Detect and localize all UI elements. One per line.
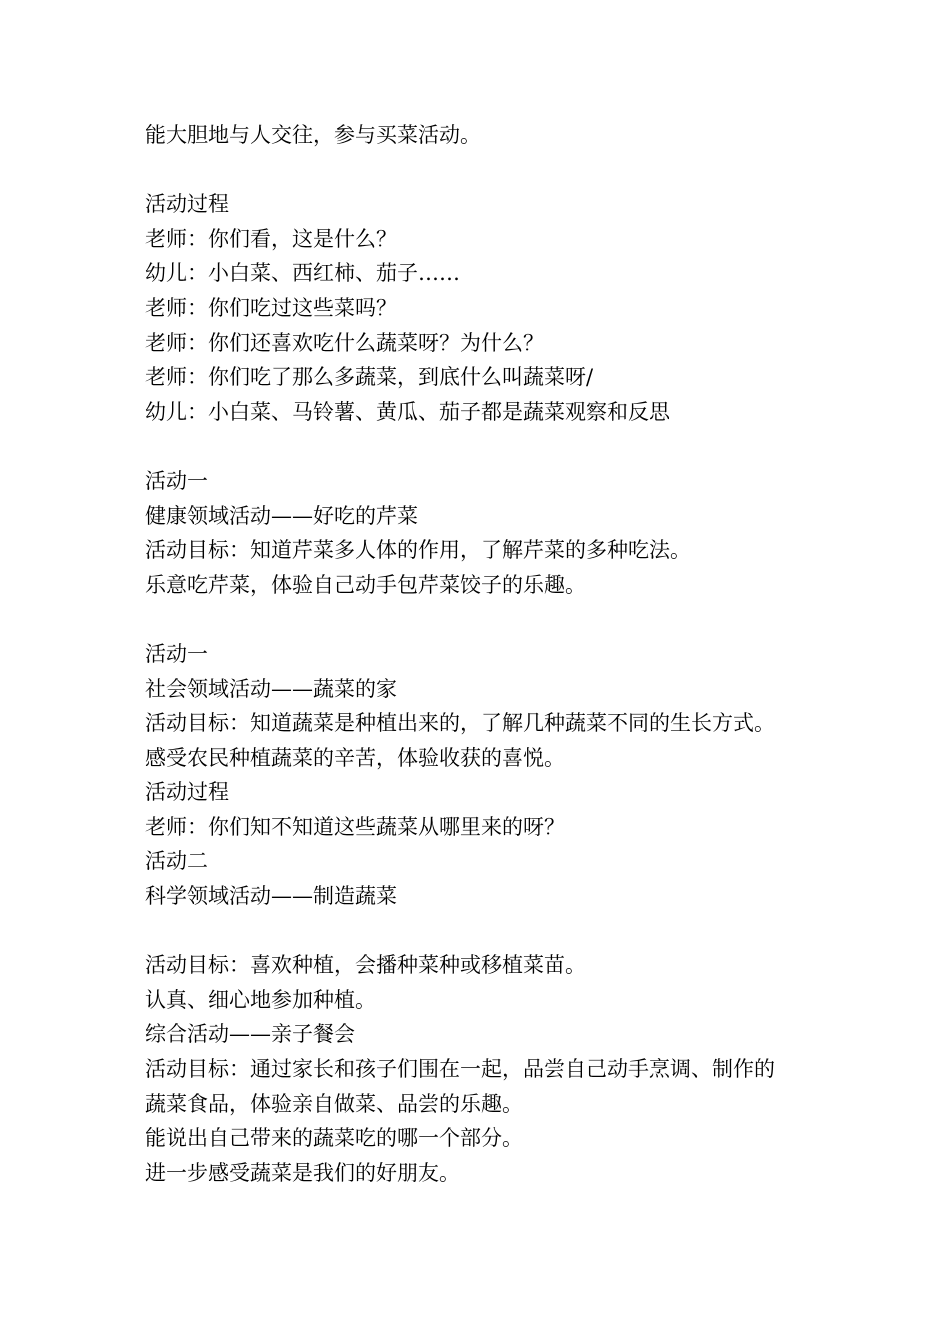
dialogue-line: 老师：你们看，这是什么？ [145,226,397,251]
text-line: 能大胆地与人交往，参与买菜活动。 [145,123,481,147]
blank-line [145,153,845,188]
activity-title: 健康领域活动——好吃的芹菜 [145,503,418,528]
dialogue-line: 老师：你们知不知道这些蔬菜从哪里来的呀？ [145,814,565,839]
text-line: 感受农民种植蔬菜的辛苦，体验收获的喜悦。 [145,745,565,770]
activity-goal: 活动目标：通过家长和孩子们围在一起，品尝自己动手烹调、制作的 [145,1057,775,1082]
text-line: 蔬菜食品，体验亲自做菜、品尝的乐趣。 [145,1091,523,1116]
activity-title: 科学领域活动——制造蔬菜 [145,884,397,909]
section-heading: 活动一 [145,468,208,493]
dialogue-line: 老师：你们还喜欢吃什么蔬菜呀？为什么？ [145,330,544,355]
dialogue-line: 幼儿：小白菜、马铃薯、黄瓜、茄子都是蔬菜观察和反思 [145,399,670,424]
activity-title: 社会领域活动——蔬菜的家 [145,676,397,701]
section-heading: 活动过程 [145,192,229,217]
text-line: 认真、细心地参加种植。 [145,987,376,1012]
section-heading: 活动过程 [145,780,229,805]
activity-goal: 活动目标：喜欢种植，会播种菜种或移植菜苗。 [145,953,586,978]
text-line: 进一步感受蔬菜是我们的好朋友。 [145,1160,460,1185]
activity-goal: 活动目标：知道蔬菜是种植出来的，了解几种蔬菜不同的生长方式。 [145,711,775,736]
dialogue-line: 幼儿：小白菜、西红柿、茄子…… [145,261,460,286]
blank-line [145,914,845,949]
text-line: 乐意吃芹菜，体验自己动手包芹菜饺子的乐趣。 [145,572,586,597]
dialogue-line: 老师：你们吃过这些菜吗？ [145,295,397,320]
blank-line [145,602,845,637]
section-heading: 活动一 [145,641,208,666]
text-line: 能说出自己带来的蔬菜吃的哪一个部分。 [145,1126,523,1151]
activity-goal: 活动目标：知道芹菜多人体的作用，了解芹菜的多种吃法。 [145,538,691,563]
blank-line [145,429,845,464]
activity-title: 综合活动——亲子餐会 [145,1022,355,1047]
section-heading: 活动二 [145,849,208,874]
dialogue-line: 老师：你们吃了那么多蔬菜，到底什么叫蔬菜呀/ [145,365,594,390]
document-body [145,118,845,1190]
